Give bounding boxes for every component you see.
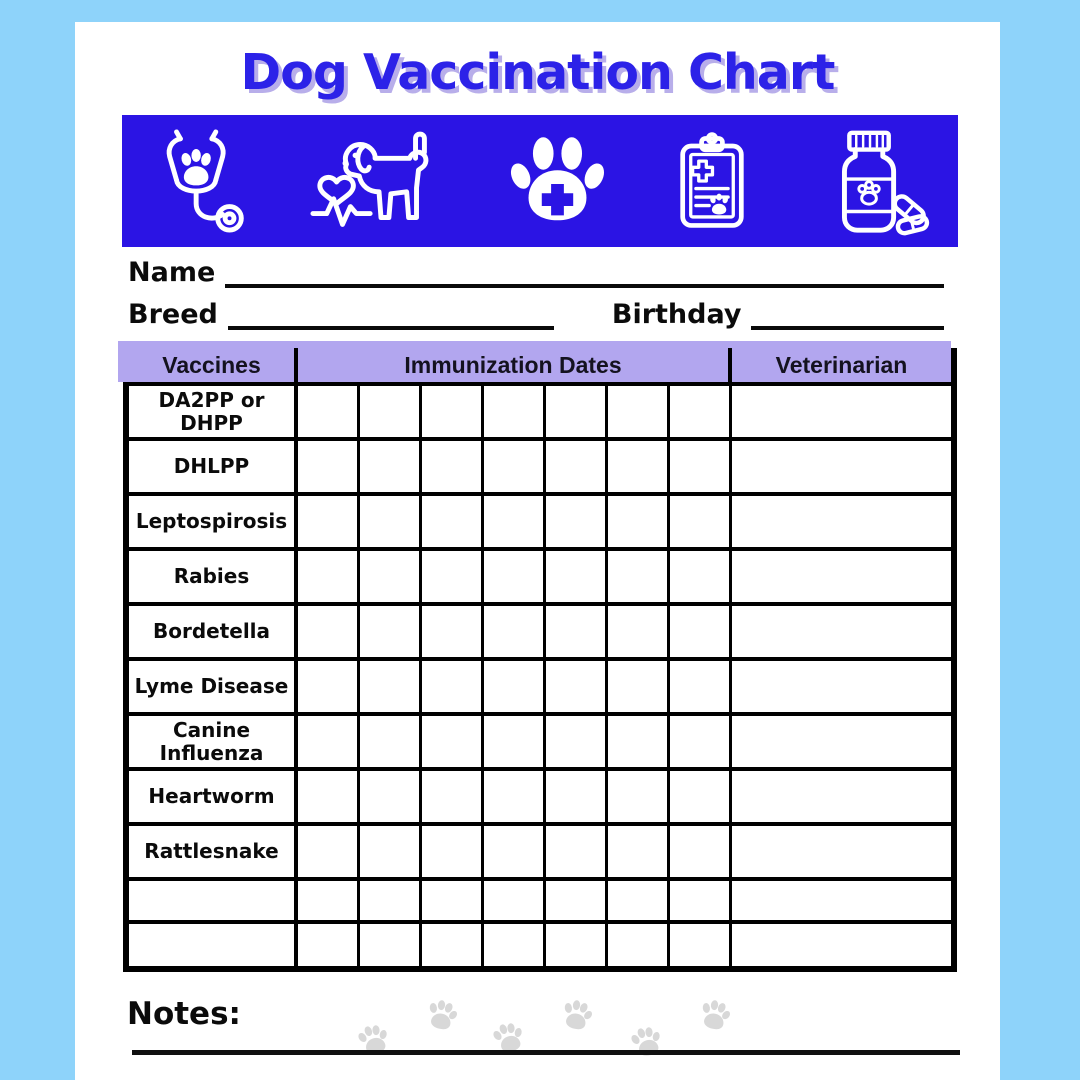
immunization-date-cell[interactable] <box>670 924 732 966</box>
immunization-date-cell[interactable] <box>608 551 670 602</box>
immunization-date-cell[interactable] <box>298 441 360 492</box>
immunization-date-cell[interactable] <box>360 924 422 966</box>
printable-page <box>75 22 1000 1080</box>
stethoscope-paw-icon <box>150 126 258 236</box>
immunization-date-cell[interactable] <box>360 716 422 767</box>
veterinarian-cell[interactable] <box>732 606 951 657</box>
immunization-date-cell[interactable] <box>422 551 484 602</box>
immunization-date-cell[interactable] <box>670 826 732 877</box>
table-row <box>129 767 951 822</box>
table-row <box>129 822 951 877</box>
immunization-date-cell[interactable] <box>670 716 732 767</box>
table-row <box>129 492 951 547</box>
paw-print-icon <box>420 995 461 1036</box>
veterinarian-cell[interactable] <box>732 661 951 712</box>
immunization-date-cell[interactable] <box>670 771 732 822</box>
immunization-date-cell[interactable] <box>608 826 670 877</box>
immunization-date-cell[interactable] <box>608 924 670 966</box>
veterinarian-cell[interactable] <box>732 386 951 437</box>
immunization-date-cell[interactable] <box>298 496 360 547</box>
page-title: Dog Vaccination Chart <box>240 44 835 101</box>
immunization-date-cell[interactable] <box>298 551 360 602</box>
immunization-date-cell[interactable] <box>422 496 484 547</box>
name-label: Name <box>128 257 216 288</box>
immunization-date-cell[interactable] <box>484 496 546 547</box>
icon-banner <box>122 115 958 247</box>
immunization-date-cell[interactable] <box>360 441 422 492</box>
immunization-date-cell[interactable] <box>608 881 670 920</box>
immunization-date-cell[interactable] <box>546 606 608 657</box>
immunization-date-cell[interactable] <box>546 826 608 877</box>
veterinarian-cell[interactable] <box>732 551 951 602</box>
immunization-date-cell[interactable] <box>360 771 422 822</box>
header-vaccines: Vaccines <box>129 348 298 382</box>
immunization-date-cell[interactable] <box>670 496 732 547</box>
immunization-date-cell[interactable] <box>546 924 608 966</box>
veterinarian-cell[interactable] <box>732 716 951 767</box>
medicine-bottle-pills-icon <box>812 126 930 236</box>
table-row <box>129 712 951 767</box>
vaccine-name-cell <box>129 881 298 920</box>
immunization-date-cell[interactable] <box>360 881 422 920</box>
veterinarian-cell[interactable] <box>732 496 951 547</box>
veterinarian-cell[interactable] <box>732 441 951 492</box>
immunization-date-cell[interactable] <box>298 881 360 920</box>
immunization-date-cell[interactable] <box>422 441 484 492</box>
veterinarian-cell[interactable] <box>732 881 951 920</box>
vaccine-name-cell: Canine Influenza <box>129 716 298 767</box>
dog-heartbeat-icon <box>307 126 455 236</box>
immunization-date-cell[interactable] <box>298 716 360 767</box>
immunization-date-cell[interactable] <box>484 441 546 492</box>
vaccine-name-cell: Heartworm <box>129 771 298 822</box>
immunization-date-cell[interactable] <box>360 606 422 657</box>
table-row <box>129 547 951 602</box>
paw-print-icon <box>555 995 596 1036</box>
immunization-date-cell[interactable] <box>608 716 670 767</box>
immunization-date-cell[interactable] <box>484 924 546 966</box>
immunization-date-cell[interactable] <box>422 606 484 657</box>
table-row <box>129 877 951 920</box>
immunization-date-cell[interactable] <box>546 661 608 712</box>
immunization-date-cell[interactable] <box>670 386 732 437</box>
immunization-date-cell[interactable] <box>670 661 732 712</box>
immunization-date-cell[interactable] <box>360 551 422 602</box>
vaccine-name-cell: DHLPP <box>129 441 298 492</box>
immunization-date-cell[interactable] <box>298 924 360 966</box>
veterinarian-cell[interactable] <box>732 924 951 966</box>
immunization-date-cell[interactable] <box>360 386 422 437</box>
immunization-date-cell[interactable] <box>670 606 732 657</box>
immunization-date-cell[interactable] <box>422 661 484 712</box>
name-input-line[interactable] <box>225 254 944 288</box>
immunization-date-cell[interactable] <box>546 441 608 492</box>
immunization-date-cell[interactable] <box>360 826 422 877</box>
birthday-input-line[interactable] <box>751 296 944 330</box>
vaccine-name-cell: Bordetella <box>129 606 298 657</box>
paw-cross-icon <box>503 127 611 235</box>
paw-print-icon <box>693 995 734 1036</box>
immunization-date-cell[interactable] <box>608 441 670 492</box>
immunization-date-cell[interactable] <box>484 551 546 602</box>
immunization-date-cell[interactable] <box>298 606 360 657</box>
immunization-date-cell[interactable] <box>670 551 732 602</box>
vaccine-name-cell <box>129 924 298 966</box>
immunization-date-cell[interactable] <box>484 771 546 822</box>
immunization-date-cell[interactable] <box>422 924 484 966</box>
table-header-row <box>129 348 951 382</box>
table-row <box>129 920 951 966</box>
immunization-date-cell[interactable] <box>670 881 732 920</box>
immunization-date-cell[interactable] <box>670 441 732 492</box>
immunization-date-cell[interactable] <box>298 661 360 712</box>
vaccination-table <box>123 348 957 972</box>
immunization-date-cell[interactable] <box>422 716 484 767</box>
immunization-date-cell[interactable] <box>360 496 422 547</box>
immunization-date-cell[interactable] <box>484 881 546 920</box>
medical-clipboard-icon <box>660 126 764 236</box>
paw-print-icon <box>625 1022 666 1063</box>
immunization-date-cell[interactable] <box>608 606 670 657</box>
table-row <box>129 382 951 437</box>
immunization-date-cell[interactable] <box>484 661 546 712</box>
notes-input-line[interactable] <box>132 1050 960 1055</box>
immunization-date-cell[interactable] <box>608 386 670 437</box>
immunization-date-cell[interactable] <box>484 386 546 437</box>
table-row <box>129 437 951 492</box>
immunization-date-cell[interactable] <box>298 771 360 822</box>
vaccine-name-cell: Leptospirosis <box>129 496 298 547</box>
header-immunization-dates: Immunization Dates <box>298 348 732 382</box>
immunization-date-cell[interactable] <box>546 881 608 920</box>
immunization-date-cell[interactable] <box>608 496 670 547</box>
header-veterinarian: Veterinarian <box>775 351 908 378</box>
table-body <box>129 382 951 966</box>
breed-input-line[interactable] <box>228 296 554 330</box>
vaccine-name-cell: Rattlesnake <box>129 826 298 877</box>
veterinarian-cell[interactable] <box>732 826 951 877</box>
paw-print-icon <box>352 1020 393 1061</box>
veterinarian-cell[interactable] <box>732 771 951 822</box>
breed-label: Breed <box>128 299 218 330</box>
immunization-date-cell[interactable] <box>422 771 484 822</box>
table-row <box>129 602 951 657</box>
immunization-date-cell[interactable] <box>298 826 360 877</box>
immunization-date-cell[interactable] <box>608 771 670 822</box>
notes-label: Notes: <box>127 996 241 1032</box>
immunization-date-cell[interactable] <box>546 496 608 547</box>
immunization-date-cell[interactable] <box>422 826 484 877</box>
immunization-date-cell[interactable] <box>298 386 360 437</box>
immunization-date-cell[interactable] <box>422 386 484 437</box>
vaccine-name-cell: Lyme Disease <box>129 661 298 712</box>
birthday-label: Birthday <box>611 299 742 330</box>
immunization-date-cell[interactable] <box>546 386 608 437</box>
breed-birthday-field-row <box>128 296 944 330</box>
immunization-date-cell[interactable] <box>360 661 422 712</box>
immunization-date-cell[interactable] <box>608 661 670 712</box>
vaccine-name-cell: Rabies <box>129 551 298 602</box>
immunization-date-cell[interactable] <box>484 826 546 877</box>
vaccine-name-cell: DA2PP or DHPP <box>129 386 298 437</box>
immunization-date-cell[interactable] <box>546 716 608 767</box>
immunization-date-cell[interactable] <box>422 881 484 920</box>
table-row <box>129 657 951 712</box>
immunization-date-cell[interactable] <box>484 606 546 657</box>
immunization-date-cell[interactable] <box>546 551 608 602</box>
immunization-date-cell[interactable] <box>484 716 546 767</box>
name-field-row <box>128 254 944 288</box>
immunization-date-cell[interactable] <box>546 771 608 822</box>
